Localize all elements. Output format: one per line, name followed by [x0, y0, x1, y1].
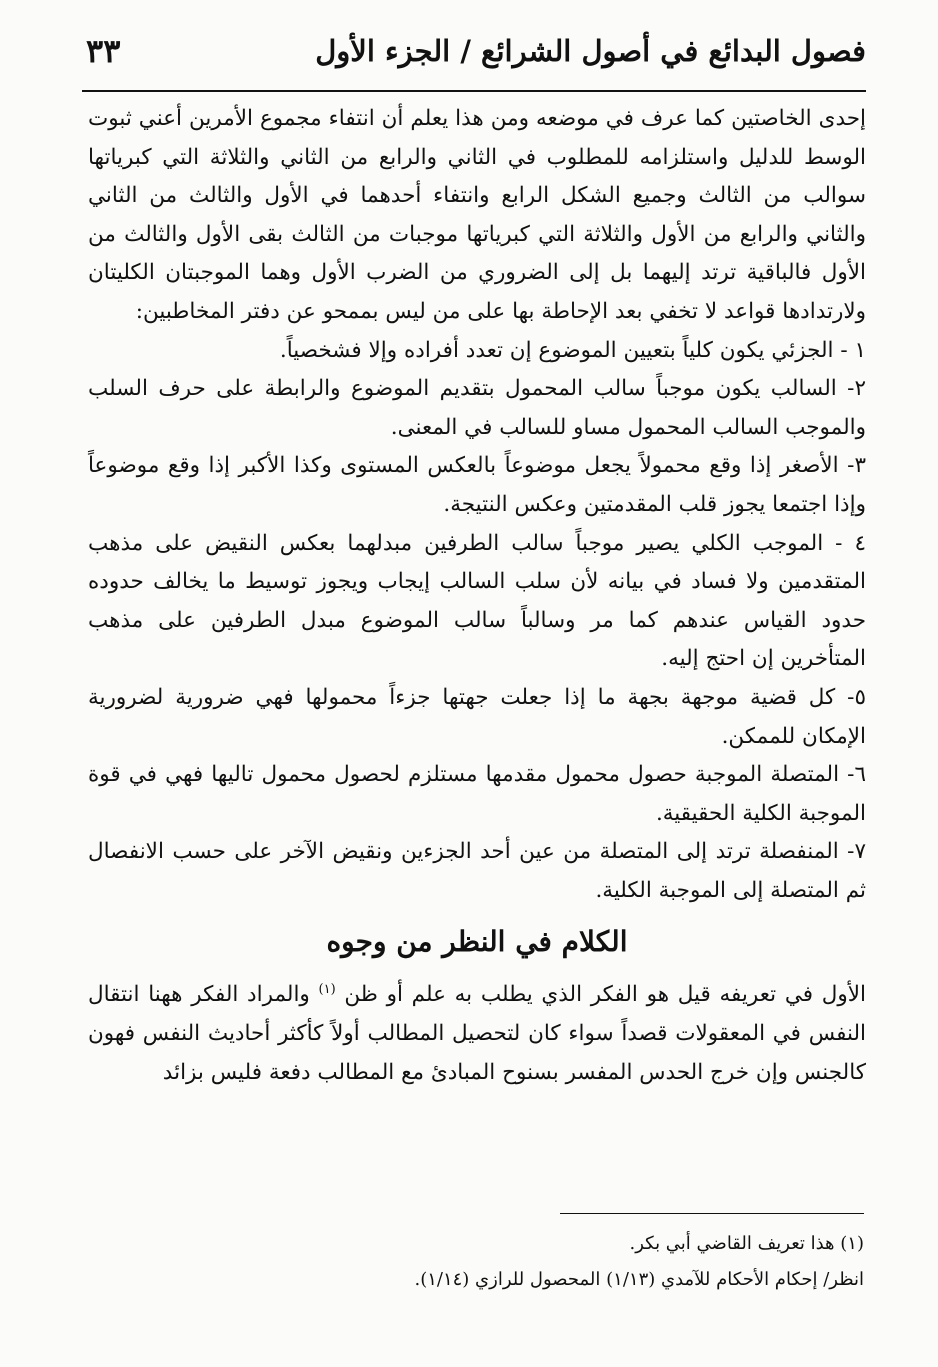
header-rule — [82, 90, 866, 92]
page-number: ٣٣ — [86, 32, 121, 70]
footnote-1: (١) هذا تعريف القاضي أبي بكر. — [629, 1233, 864, 1254]
footnote-separator — [560, 1213, 864, 1214]
intro-paragraph: إحدى الخاصتين كما عرف في موضعه ومن هذا يعلم أن انتفاء مجموع الأمرين أعني ثبوت الوسط للدليل واستلزامه للمطلوب في الثاني والرابع من الثاني والثلاثة التي كبرياتها سوالب من الثالث وجميع الشكل الرابع وانتفاء أحدهما في الأول والثالث من الثاني والثاني والرابع من الأول والثلاثة التي كبرياتها موجبات من الثالث بقى الأول والثالث من الأول فالباقية ترتد إليهما بل إلى الضروري من الضرب الأول وهما الموجبتان الكليتان ولارتدادها قواعد لا تخفي بعد الإحاطة بها على من ليس بممحو عن دفتر المخاطبين: — [88, 106, 866, 324]
running-title: فصول البدائع في أصول الشرائع / الجزء الأول — [315, 34, 866, 68]
rule-6: ٦- المتصلة الموجبة حصول محمول مقدمها مستلزم لحصول محمول تاليها فهي في قوة الموجبة الكلية الحقيقية. — [88, 762, 866, 826]
closing-text-start: الأول في تعريفه قيل هو الفكر الذي يطلب به علم أو ظن — [344, 982, 866, 1008]
rule-3: ٣- الأصغر إذا وقع محمولاً يجعل موضوعاً بالعكس المستوى وكذا الأكبر إذا وقع موضوعاً وإذا اجتمعا يجوز قلب المقدمتين وعكس النتيجة. — [88, 453, 866, 517]
rule-2: ٢- السالب يكون موجباً سالب المحمول بتقديم الموضوع والرابطة على حرف السلب والموجب السالب المحمول مساو للسالب في المعنى. — [88, 376, 866, 440]
closing-text-end: والمراد الفكر ههنا انتقال النفس في المعقولات قصداً سواء كان لتحصيل المطالب أولاً كأكثر أحاديث النفس فهون كالجنس وإن خرج الحدس المفسر بسنوح المبادئ مع المطالب دفعة فليس بزائد — [88, 982, 866, 1085]
footnote-reference[interactable]: (١) — [318, 982, 336, 998]
rule-5: ٥- كل قضية موجهة بجهة ما إذا جعلت جهتها جزءاً محمولها فهي ضرورية لضرورية الإمكان للممكن. — [88, 684, 866, 749]
section-heading: الكلام في النظر من وجوه — [326, 925, 628, 959]
rule-7: ٧- المنفصلة ترتد إلى المتصلة من عين أحد الجزءين ونقيض الآخر على حسب الانفصال ثم المتصلة إلى الموجبة الكلية. — [88, 839, 866, 903]
page-header — [80, 30, 866, 88]
closing-paragraph — [88, 976, 866, 1092]
rule-1: ١ - الجزئي يكون كلياً بتعيين الموضوع إن تعدد أفراده وإلا فشخصياً. — [279, 337, 866, 363]
footnote-2: انظر/ إحكام الأحكام للآمدي (١/١٣) المحصول للرازي (١/١٤). — [414, 1269, 864, 1290]
main-text — [88, 100, 866, 1092]
rule-4: ٤ - الموجب الكلي يصير موجباً سالب الطرفين مبدلهما بعكس النقيض على مذهب المتقدمين ولا فساد في بيانه لأن سلب السالب إيجاب ويجوز توسيط ما يخالف حدوده حدود القياس عندهم كما مر وسالباً سالب الموضوع مبدل الطرفين على مذهب المتأخرين إن احتج إليه. — [88, 530, 866, 672]
footnotes — [88, 1226, 864, 1298]
